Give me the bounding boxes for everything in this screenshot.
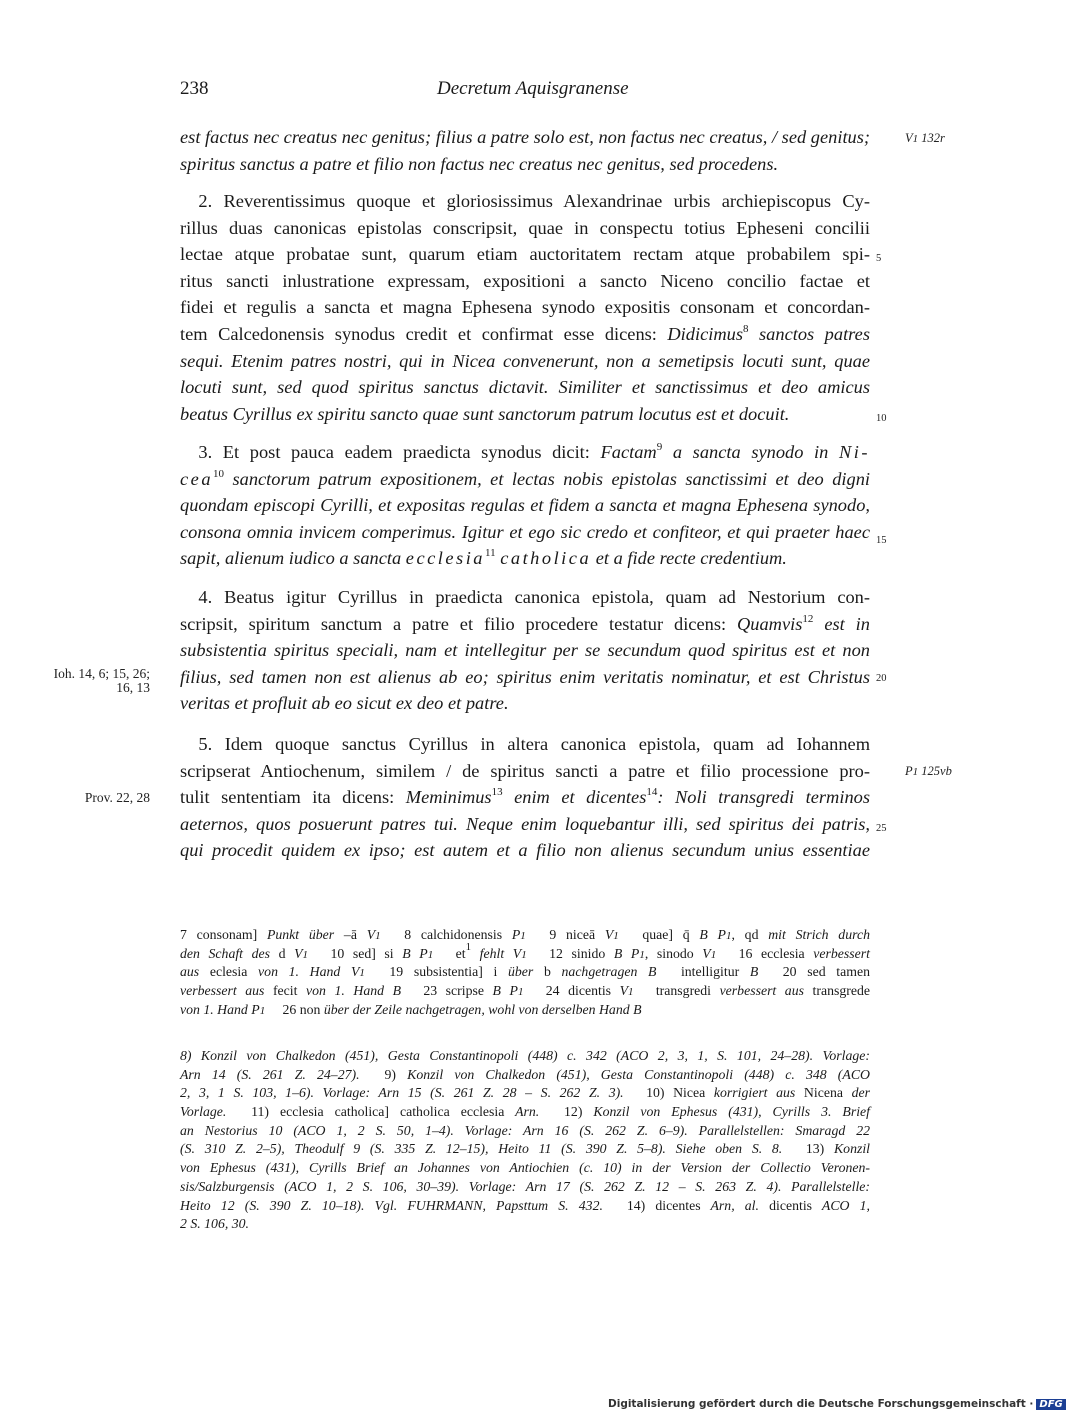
line-number: 10 xyxy=(876,413,887,424)
line-number: 25 xyxy=(876,823,887,834)
dfg-text: Digitalisierung gefördert durch die Deutsche Forschungsgemeinschaft · xyxy=(608,1398,1034,1410)
paragraph-4: 4. Beatus igitur Cyrillus in praedicta canonica epistola, quam ad Nestorium con- scripsit, spiritum sanctum a patre et filio procedere testatur dicens: Quamvis$^{12}$ est in subsistentia spiritus speciali, nam et intellegitur per se secundum quod spiritus est et non filius, sed tamen non est alienus ab eo; spiritus enim veritatis nominatur, et est Christus veritas et profluit ab eo sicut ex deo et patre. xyxy=(180,587,870,714)
dfg-footer xyxy=(608,1398,1066,1410)
margin-ref-prov: Prov. 22, 28 xyxy=(84,790,150,805)
dfg-logo: DFG xyxy=(1036,1399,1065,1410)
line-number: 20 xyxy=(876,673,887,684)
paragraph-3: 3. Et post pauca eadem praedicta synodus dicit: Factam$^9$ a sancta synodo in Ni- cea$^{10}$ sanctorum patrum expositionem, et lectas nobis epistolas sanctissimi et deo digni quondam episcopi Cyrilli, et expositas regulas et fidem a sancta et magna Ephesena synodo, consona omnia invicem comperimus. Igitur et ego sic credo et confiteor, et qui praeter haec sapit, alienum iudico a sancta ecclesia$^{11}$ catholica et a fide recte credentium. xyxy=(180,441,870,569)
source-notes: 8) Konzil von Chalkedon (451), Gesta Constantinopoli (448) c. 342 (ACO 2, 3, 1, S. 101, 24–28). Vorlage: Arn 14 (S. 261 Z. 24–27). 9) Konzil von Chalkedon (451), Gesta Constantinopoli (448) c. 348 (ACO 2, 3, 1 S. 103, 1–6). Vorlage: Arn 15 (S. 261 Z. 28 – S. 262 Z. 3). 10) Nicea korrigiert aus Nicena der Vorlage. 11) ecclesia catholica] catholica ecclesia Arn. 12) Konzil von Ephesus (431), Cyrills 3. Brief an Nestorius 10 (ACO 1, 2 S. 50, 1–4). Vorlage: Arn 16 (S. 262 Z. 6–9). Parallelstellen: Smaragd 22 (S. 310 Z. 2–5), Theodulf 9 (S. 335 Z. 12–15), Heito 11 (S. 390 Z. 5–8). Siehe oben S. 8. 13) Konzil von Ephesus (431), Cyrills Brief an Johannes von Antiochien (c. 10) in der Version der Collectio Veronen- sis/Salzburgensis (ACO 1, 2 S. 106, 30–39). Vorlage: Arn 17 (S. 262 Z. 12 – S. 263 Z. 4). Parallelstelle: Heito 12 (S. 390 Z. 10–18). Vgl. FUHRMANN, Papsttum S. 432. 14) dicentes Arn, al. dicentis ACO 1, 2 S. 106, 30. xyxy=(180,1048,871,1232)
page-number: 238 xyxy=(180,78,209,99)
paragraph-2: 2. Reverentissimus quoque et gloriosissimus Alexandrinae urbis archiepiscopus Cy- rillus duas canonicas epistolas conscripsit, quae in conspectu totius Epheseni concilii lectae atque probatae sunt, quarum etiam auctoritatem rectam atque probabilem spi- ritus sancti inlustratione expressam, expositioni a sancto Niceno concilio factae et fidei et regulis a sancta et magna Ephesena synodo expositis consonam et concordan- tem Calcedonensis synodus credit et confirmat esse dicens: Didicimus$^8$ sanctos patres sequi. Etenim patres nostri, qui in Nicea convenerunt, non a semetipsis locuti sunt, quae locuti sunt, sed quod spiritus sanctus dictavit. Similiter et sanctissimus et deo amicus beatus Cyrillus ex spiritu sancto quae sunt sanctorum patrum locutus est et docuit. xyxy=(180,191,870,424)
margin-ref-p1: P1 125vb xyxy=(905,764,952,778)
margin-ref-v1: V1 132r xyxy=(905,131,945,145)
paragraph-continuation: est factus nec creatus nec genitus; filius a patre solo est, non factus nec creatus, / sed genitus; spiritus sanctus a patre et filio non factus nec creatus nec genitus, sed procedens. xyxy=(180,127,871,174)
margin-ref-ioh: Ioh. 14, 6; 15, 26; 16, 13 xyxy=(53,666,150,695)
critical-apparatus: 7 consonam] Punkt über –ā V1 8 calchidonensis P1 9 niceā V1 quae] q̄ B P1, qd mit Strich durch den Schaft des d V1 10 sed] si B P1 $et^1$ fehlt V1 12 sinido B P1, sinodo V1 16 ecclesia verbessert aus eclesia von 1. Hand V1 19 subsistentia] i über b nachgetragen B intelligitur B 20 sed tamen verbessert aus fecit von 1. Hand B 23 scripse B P1 24 dicentis V1 transgredi verbessert aus transgrede von 1. Hand P1 26 non über der Zeile nachgetragen, wohl von derselben Hand B xyxy=(180,927,871,1017)
running-title: Decretum Aquisgranense xyxy=(437,78,629,99)
paragraph-5: 5. Idem quoque sanctus Cyrillus in altera canonica epistola, quam ad Iohannem scripserat Antiochenum, similem / de spiritus sancti a patre et filio processione pro- tulit sententiam ita dicens: Meminimus$^{13}$ enim et dicentes$^{14}$: Noli transgredi terminos aeternos, quos posuerunt patres tui. Neque enim loquebantur illi, sed spiritus dei patris, qui procedit quidem ex ipso; est autem et a filio non alienus secundum unius essentiae xyxy=(180,734,870,861)
line-number: 15 xyxy=(876,535,887,546)
line-number: 5 xyxy=(876,253,882,264)
